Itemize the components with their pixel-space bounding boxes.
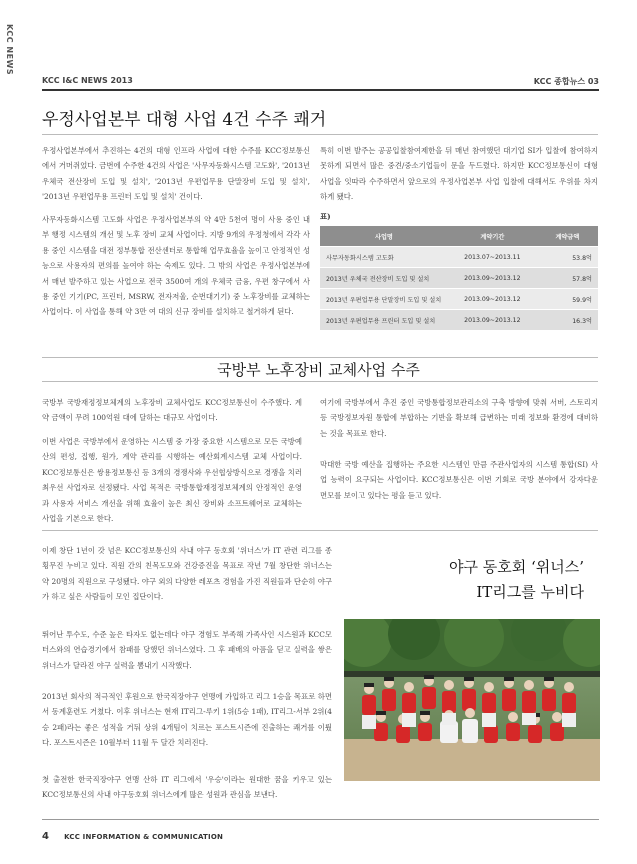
table-cell-amount: 53.8억 <box>537 247 598 268</box>
table-cell-project: 사무자동화시스템 고도화 <box>320 247 448 268</box>
article3-paragraph-2: 뛰어난 투수도, 수준 높은 타자도 없는데다 야구 경험도 부족해 가족사인 시스원과 KCC모터스와의 연습경기에서 참패를 당했던 위너스였다. 그 후 패배의 아픔을 딛고 실력을 쌓은 위너스가 달라진 야구 실력을 뽐내기 시작했다. <box>42 630 332 670</box>
header-rule <box>42 89 599 91</box>
article3-top-rule <box>42 530 598 531</box>
table-header: 계약금액 <box>537 226 598 247</box>
table-header: 사업명 <box>320 226 448 247</box>
table-cell-period: 2013.09~2013.12 <box>448 289 537 310</box>
article2-title: 국방부 노후장비 교체사업 수주 <box>217 361 420 379</box>
article3-title-line-2: IT리그를 누비다 <box>476 583 584 601</box>
article2-paragraph-3: 여기에 국방부에서 추진 중인 국방통합정보관리소의 구축 방향에 맞춰 서버, 스토리지 등 국방정보자원 통합에 부합하는 기반을 확보해 급변하는 미래 정보화 환경에 대비하는 것을 목표로 한다. <box>320 398 598 438</box>
article3-paragraph-1: 이제 창단 1년이 갓 넘은 KCC정보통신의 사내 야구 동호회 '위너스'가 IT 관련 리그를 종횡무진 누비고 있다. 직원 간의 친목도모와 건강증진을 목표로 작년 7월 창단한 위너스는 약 20명의 직원으로 구성됐다. 야구 외의 다양한 레포츠 경험을 가진 직원들과 단순히 야구가 하고 싶은 사람들이 모인 집단이다. <box>42 546 332 602</box>
footer-company-name: KCC INFORMATION & COMMUNICATION <box>64 833 224 841</box>
side-tab: KCC NEWS <box>5 24 14 76</box>
article1-paragraph-1: 우정사업본부에서 추진하는 4건의 대형 인프라 사업에 대한 수주를 KCC정보통신에서 거머쥐었다. 금번에 수주한 4건의 사업은 '사무자동화시스템 고도화', '2013년 우체국 전산장비 도입 및 설치', '2013년 우편업무용 단말장비 도입 및 설치', '2013년 우편업무용 프린터 도입 및 설치' 건이다. <box>42 146 310 202</box>
table-cell-period: 2013.09~2013.12 <box>448 310 537 331</box>
table-cell-period: 2013.09~2013.12 <box>448 268 537 289</box>
table-cell-amount: 57.8억 <box>537 268 598 289</box>
contract-table <box>320 226 598 331</box>
table-row <box>320 310 598 331</box>
table-header: 계약기간 <box>448 226 537 247</box>
table-header-row <box>320 226 598 247</box>
table-cell-amount: 59.9억 <box>537 289 598 310</box>
header-right: KCC 종합뉴스 03 <box>533 77 599 86</box>
page-number: 4 <box>42 831 49 842</box>
article2-top-rule <box>42 357 598 358</box>
table-cell-project: 2013년 우편업무용 단말장비 도입 및 설치 <box>320 289 448 310</box>
table-cell-amount: 16.3억 <box>537 310 598 331</box>
article3-title-line-1: 야구 동호회 ‘위너스’ <box>449 558 584 576</box>
team-photo <box>344 619 600 781</box>
article2-paragraph-4: 막대한 국방 예산을 집행하는 주요한 시스템인 만큼 주관사업자의 시스템 통합(SI) 사업 능력이 요구되는 사업이다. KCC정보통신은 이번 기회로 국방 분야에서 강자다운 면모를 보이고 있다는 평을 듣고 있다. <box>320 460 598 500</box>
article3-paragraph-3: 2013년 회사의 적극적인 후원으로 한국직장야구 연맹에 가입하고 리그 1승을 목표로 하면서 동계훈련도 거쳤다. 이후 위너스는 현재 IT리그-루키 1위(5승 1패), IT리그-서부 2위(4승 2패)라는 좋은 성적을 거둬 상위 4개팀이 치르는 포스트시즌에 진출하는 쾌거를 이뤘다. 포스트시즌은 10월부터 11월 두 달간 치러진다. <box>42 692 332 748</box>
table-row <box>320 289 598 310</box>
article1-title: 우정사업본부 대형 사업 4건 수주 쾌거 <box>42 110 327 130</box>
header-left: KCC I&C NEWS 2013 <box>42 76 133 85</box>
table-cell-project: 2013년 우편업무용 프린터 도입 및 설치 <box>320 310 448 331</box>
footer-rule <box>42 819 599 820</box>
article1-paragraph-3: 특히 이번 발주는 공공입찰참여제한을 뒤 매년 참여했던 대기업 SI가 입찰에 참여하지 못하게 되면서 많은 중견/중소기업들이 문을 두드렸다. 하지만 KCC정보통신이 대형 사업을 잇따라 수주하면서 앞으로의 우정사업본부 사업 입찰에 대해서도 우위를 차지하게 됐다. <box>320 146 598 202</box>
table-row <box>320 268 598 289</box>
article1-title-rule <box>42 134 598 135</box>
article3-paragraph-4: 첫 출전한 한국직장야구 연맹 산하 IT 리그에서 '우승'이라는 원대한 꿈을 키우고 있는 KCC정보통신의 사내 야구동호회 위너스에게 많은 성원과 관심을 보낸다. <box>42 775 332 800</box>
page-footer <box>42 824 223 843</box>
article2-paragraph-1: 국방부 국방재정정보체계의 노후장비 교체사업도 KCC정보통신이 수주했다. 계약 금액이 무려 100억원 대에 달하는 대규모 사업이다. <box>42 398 302 423</box>
article1-paragraph-2: 사무자동화시스템 고도화 사업은 우정사업본부의 약 4만 5천여 명이 사용 중인 내부 행정 시스템의 개선 및 노후 장비 교체 사업이다. 지방 9개의 우정청에서 각각 사용 중인 시스템을 대전 정부통합 전산센터로 통합해 업무효율을 높이고 안정적인 성능으로 사용자의 편의를 높여야 하는 숙제도 있다. 그 밖의 사업은 우정사업본부에서 매년 발주하고 있는 사업으로 전국 3500여 개의 우체국 금융, 우편 창구에서 사용 중인 기기(PC, 프린터, MSRW, 전자저울, 순번대기기) 중 노후장비를 교체하는 사업이다. 이 사업을 통해 약 3만 여 대의 신규 장비를 설치하고 철거하게 된다. <box>42 215 310 317</box>
article2-paragraph-2: 이번 사업은 국방부에서 운영하는 시스템 중 가장 중요한 시스템으로 모든 국방예산의 편성, 집행, 원가, 계약 관리를 시행하는 예산회계시스템 교체 사업이다. KCC정보통신은 쌍용정보통신 등 3개의 경쟁사와 우선협상방식으로 경쟁을 치러 최우선 사업자로 선정됐다. 사업 목적은 국방통합재정정보체계의 안정적인 운영과 사용자 서비스 개선을 위해 효율이 높은 최신 장비와 소프트웨어로 교체하는 사업을 기본으로 한다. <box>42 437 302 524</box>
table-cell-period: 2013.07~2013.11 <box>448 247 537 268</box>
running-header <box>42 74 599 88</box>
table-row <box>320 247 598 268</box>
team-photo-illustration <box>344 619 600 781</box>
article2-bottom-rule <box>42 381 598 382</box>
table-cell-project: 2013년 우체국 전산장비 도입 및 설치 <box>320 268 448 289</box>
table-label: 표) <box>320 212 331 221</box>
